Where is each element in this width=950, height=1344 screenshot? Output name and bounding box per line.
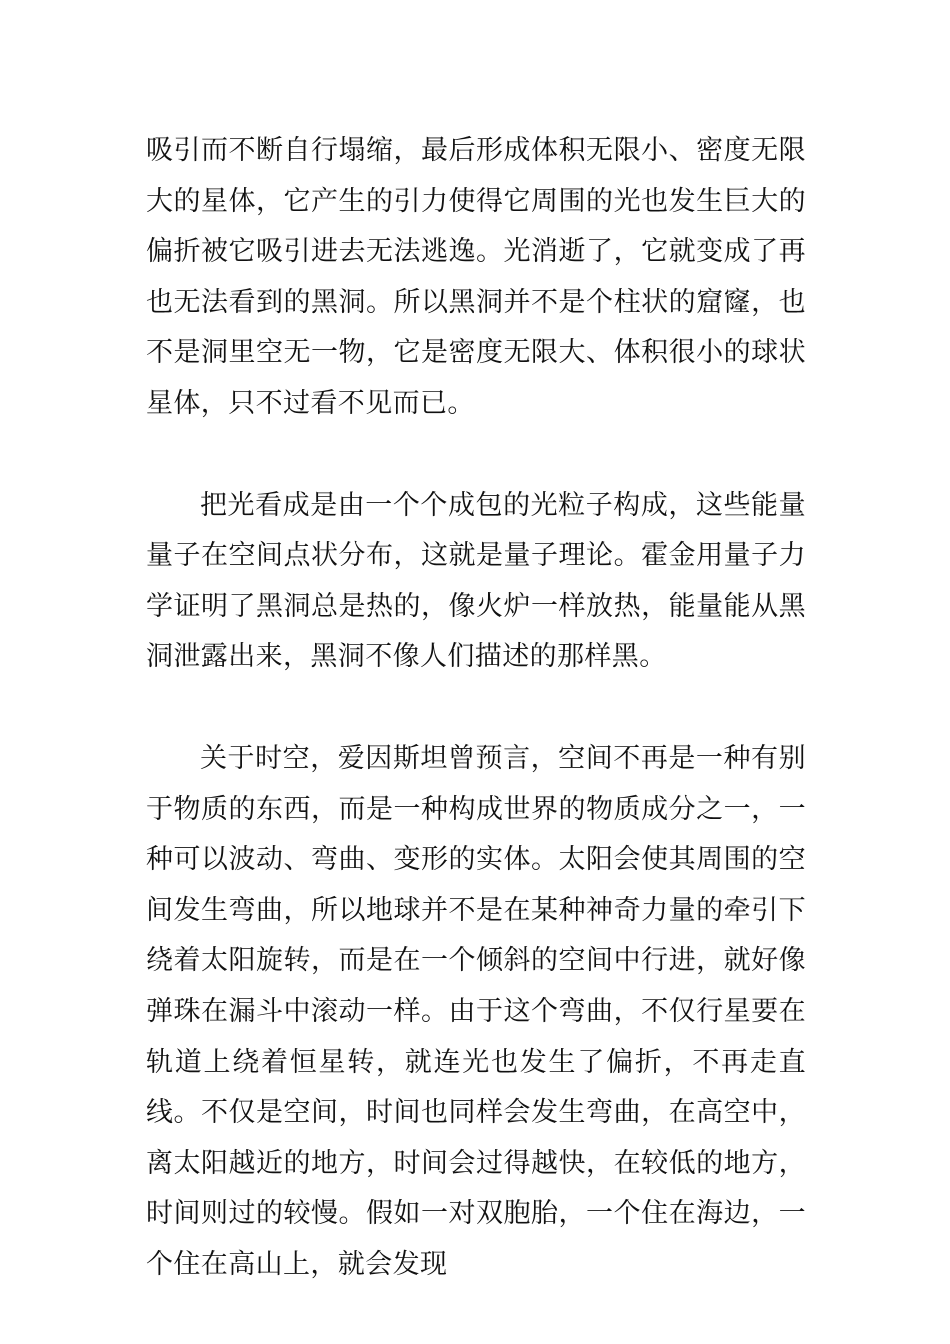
document-page bbox=[146, 126, 806, 1290]
paragraph-spacetime: 关于时空，爱因斯坦曾预言，空间不再是一种有别于物质的东西，而是一种构成世界的物质成分之一，一种可以波动、弯曲、变形的实体。太阳会使其周围的空间发生弯曲，所以地球并不是在某种神奇力量的牵引下绕着太阳旋转，而是在一个倾斜的空间中行进，就好像弹珠在漏斗中滚动一样。由于这个弯曲，不仅行星要在轨道上绕着恒星转，就连光也发生了偏折，不再走直线。不仅是空间，时间也同样会发生弯曲，在高空中，离太阳越近的地方，时间会过得越快，在较低的地方，时间则过的较慢。假如一对双胞胎，一个住在海边，一个住在高山上，就会发现 bbox=[146, 742, 806, 1280]
paragraph-spacer bbox=[146, 683, 806, 734]
paragraph-spacer bbox=[146, 430, 806, 481]
paragraph-black-hole-collapse: 吸引而不断自行塌缩，最后形成体积无限小、密度无限大的星体，它产生的引力使得它周围的光也发生巨大的偏折被它吸引进去无法逃逸。光消逝了，它就变成了再也无法看到的黑洞。所以黑洞并不是个柱状的窟窿，也不是洞里空无一物，它是密度无限大、体积很小的球状星体，只不过看不见而已。 bbox=[146, 135, 806, 419]
paragraph-quantum-theory: 把光看成是由一个个成包的光粒子构成，这些能量量子在空间点状分布，这就是量子理论。霍金用量子力学证明了黑洞总是热的，像火炉一样放热，能量能从黑洞泄露出来，黑洞不像人们描述的那样黑。 bbox=[146, 489, 806, 673]
